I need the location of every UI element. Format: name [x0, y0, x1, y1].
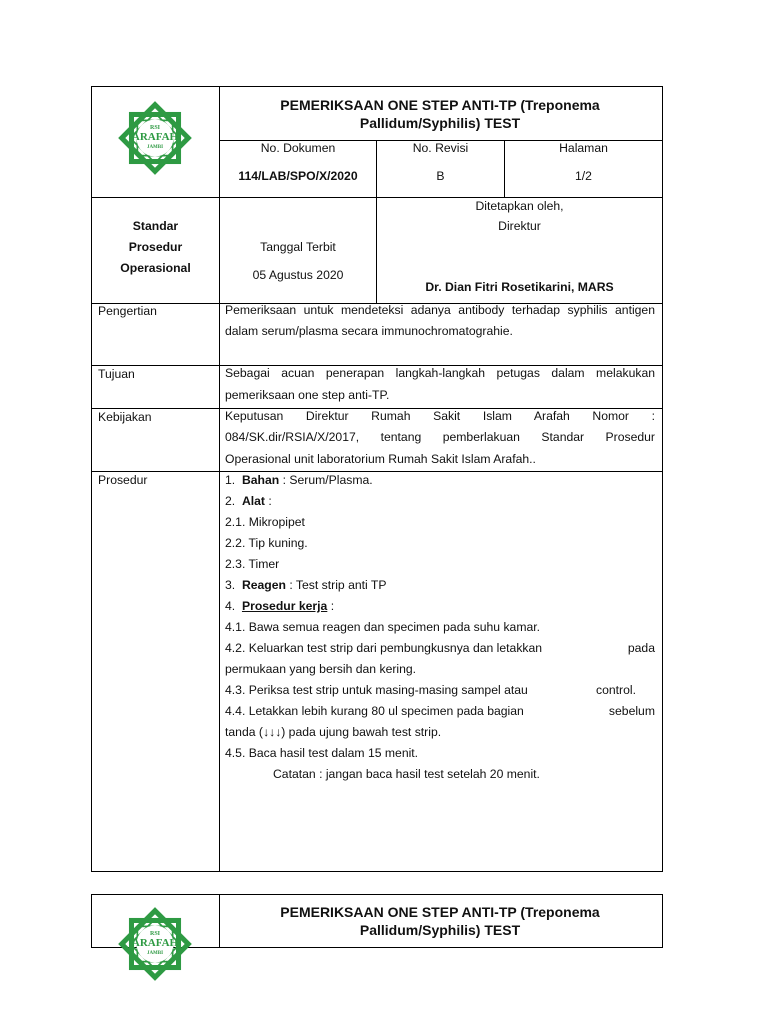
tujuan-line1: Sebagai acuan penerapan langkah-langkah petugas dalam melakukan — [225, 366, 655, 380]
page-value: 1/2 — [575, 169, 592, 183]
prosedur-label: Prosedur — [98, 473, 148, 487]
substep: 4.1. Bawa semua reagen dan specimen pada suhu kamar. — [225, 620, 541, 634]
step-text: : — [264, 494, 272, 508]
step-heading: Prosedur kerja — [241, 599, 328, 613]
pengertian-line1: Pemeriksaan untuk mendeteksi adanya antibody terhadap syphilis antigen — [225, 303, 655, 317]
substep — [225, 704, 655, 718]
revision-value: B — [436, 169, 445, 183]
issue-date-value: 05 Agustus 2020 — [252, 268, 344, 282]
sop-label-line3: Operasional — [120, 261, 191, 275]
doc-no-label: No. Dokumen — [260, 141, 336, 155]
logo-text-bottom: JAMBI — [146, 951, 164, 956]
substep: 2.1. Mikropipet — [225, 515, 305, 529]
pengertian-line2: dalam serum/plasma secara immunochromatograhie. — [225, 324, 513, 338]
step-number: 1. — [225, 473, 236, 487]
page-label: Halaman — [559, 141, 608, 155]
prosedur-content — [225, 473, 655, 868]
document-title: PEMERIKSAAN ONE STEP ANTI-TP (Treponema Pallidum/Syphilis) TEST — [280, 97, 600, 131]
substep-continued: tanda (↓↓↓) pada ujung bawah test strip. — [225, 725, 442, 739]
pengertian-label: Pengertian — [98, 304, 157, 318]
hospital-logo-footer — [113, 902, 197, 986]
step-heading: Alat — [241, 494, 265, 508]
set-by-label: Ditetapkan oleh, — [475, 199, 564, 213]
note: Catatan : jangan baca hasil test setelah 20 menit. — [273, 767, 540, 781]
substep-text: pada — [627, 641, 655, 655]
substep-text: 4.3. Periksa test strip untuk masing-masing sampel atau — [225, 683, 528, 697]
step-text: : — [327, 599, 335, 613]
step-prosedur-kerja — [225, 599, 334, 613]
issue-date-label: Tanggal Terbit — [260, 240, 336, 254]
logo-text-main: ARAFAH — [131, 131, 179, 143]
substep-text: 4.4. Letakkan lebih kurang 80 ul specimen pada bagian — [225, 704, 524, 718]
step-text: : Test strip anti TP — [285, 578, 387, 592]
step-number: 4. — [225, 599, 236, 613]
step-heading: Bahan — [241, 473, 280, 487]
substep-continued: permukaan yang bersih dan kering. — [225, 662, 417, 676]
step-reagen — [225, 578, 386, 592]
logo-text-top: RSI — [149, 125, 160, 131]
step-number: 3. — [225, 578, 236, 592]
director-label: Direktur — [498, 219, 541, 233]
substep-text: sebelum — [608, 704, 655, 718]
substep: 2.2. Tip kuning. — [225, 536, 308, 550]
substep-text: control. — [596, 683, 636, 697]
step-alat — [225, 494, 272, 508]
director-name: Dr. Dian Fitri Rosetikarini, MARS — [425, 280, 614, 294]
doc-no-value: 114/LAB/SPO/X/2020 — [238, 169, 358, 183]
substep: 4.5. Baca hasil test dalam 15 menit. — [225, 746, 419, 760]
hospital-logo — [113, 96, 197, 180]
kebijakan-label: Kebijakan — [98, 410, 152, 424]
kebijakan-line3: Operasional unit laboratorium Rumah Sakit Islam Arafah.. — [225, 452, 536, 466]
substep — [225, 683, 636, 697]
logo-text-top: RSI — [149, 931, 160, 937]
step-heading: Reagen — [241, 578, 286, 592]
substep: 2.3. Timer — [225, 557, 280, 571]
tujuan-label: Tujuan — [98, 367, 135, 381]
revision-label: No. Revisi — [412, 141, 469, 155]
step-bahan — [225, 473, 373, 487]
step-number: 2. — [225, 494, 236, 508]
tujuan-line2: pemeriksaan one step anti-TP. — [225, 388, 390, 402]
kebijakan-line2: 084/SK.dir/RSIA/X/2017, tentang pemberlakuan Standar Prosedur — [225, 430, 655, 444]
substep-text: 4.2. Keluarkan test strip dari pembungkusnya dan letakkan — [225, 641, 543, 655]
kebijakan-line1: Keputusan Direktur Rumah Sakit Islam Arafah Nomor : — [225, 409, 655, 423]
sop-label-line2: Prosedur — [128, 240, 183, 254]
logo-text-bottom: JAMBI — [146, 145, 164, 150]
step-text: : Serum/Plasma. — [279, 473, 373, 487]
logo-text-main: ARAFAH — [131, 937, 179, 949]
substep — [225, 641, 655, 655]
sop-label-line1: Standar — [132, 219, 179, 233]
document-title-footer: PEMERIKSAAN ONE STEP ANTI-TP (Treponema Pallidum/Syphilis) TEST — [280, 904, 600, 938]
